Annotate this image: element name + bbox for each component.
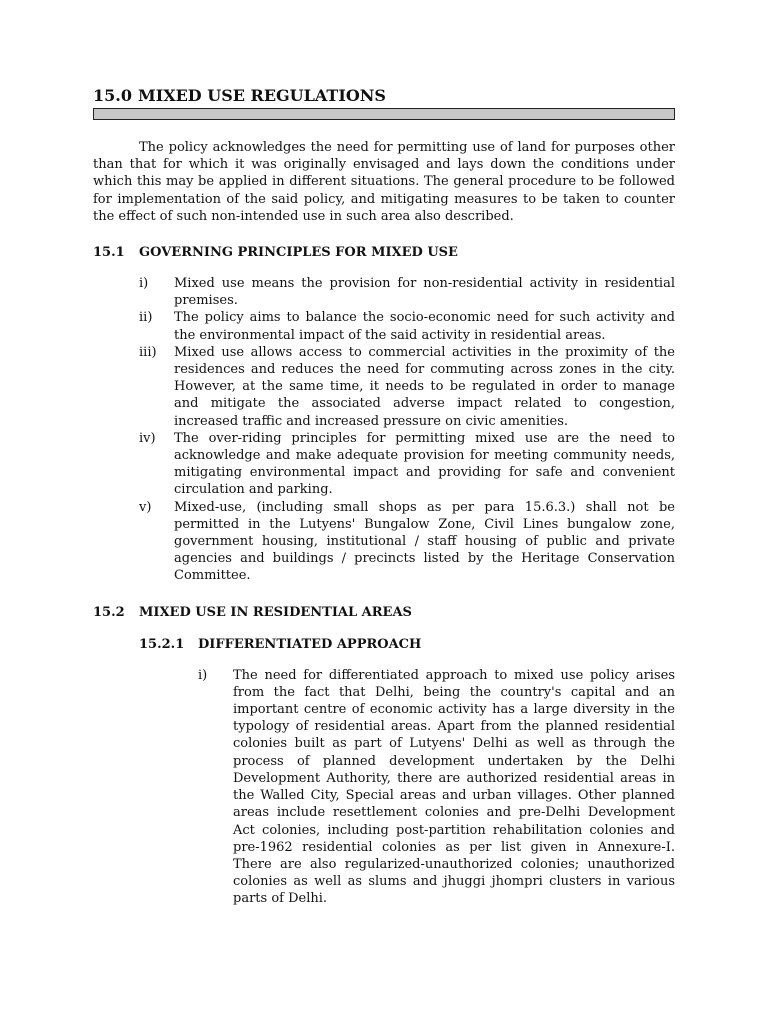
approach-list [93,667,675,908]
subsection-heading-15-2 [93,604,675,621]
list-item [93,430,675,499]
subsection-number: 15.1 [93,245,125,261]
subsection-title: GOVERNING PRINCIPLES FOR MIXED USE [139,245,458,261]
list-item [93,667,675,908]
list-text: Mixed-use, (including small shops as per para 15.6.3.) shall not be permitted in the Lutyens' Bungalow Zone, Civil Lines bungalow zone, government housing, institutional / staff housing of public and private agencies and buildings / precincts listed by the Heritage Conservation Committee. [174,499,675,584]
list-text: The policy aims to balance the socio-economic need for such activity and the environmental impact of the said activity in residential areas. [174,310,675,343]
list-marker: ii) [139,310,153,326]
document-page [93,86,675,908]
subsection-title: DIFFERENTIATED APPROACH [198,636,422,652]
principles-list [93,275,675,585]
list-text: The need for differentiated approach to mixed use policy arises from the fact that Delhi, being the country's capital and an important centre of economic activity has a large diversity in the typology of residential areas. Apart from the planned residential colonies built as part of Lutyens' Delhi as well as through the process of planned development undertaken by the Delhi Development Authority, there are authorized residential areas in the Walled City, Special areas and urban villages. Other planned areas include resettlement colonies and pre-Delhi Development Act colonies, including post-partition rehabilitation colonies and pre-1962 residential colonies as per list given in Annexure-I. There are also regularized-unauthorized colonies; unauthorized colonies as well as slums and jhuggi jhompri clusters in various parts of Delhi. [233,667,675,907]
section-heading [93,86,675,106]
list-text: Mixed use means the provision for non-residential activity in residential premises. [174,276,675,309]
list-marker: iv) [139,430,156,446]
subsection-heading-15-1 [93,244,675,261]
list-marker: v) [139,499,152,515]
list-text: The over-riding principles for permitting mixed use are the need to acknowledge and make adequate provision for meeting community needs, mitigating environmental impact and providing for safe and convenient circulation and parking. [174,430,675,498]
subsection-title: MIXED USE IN RESIDENTIAL AREAS [139,604,412,620]
heading-rule [93,108,675,120]
list-marker: iii) [139,344,157,360]
list-item [93,309,675,343]
subsection-number: 15.2.1 [139,636,185,652]
list-marker: i) [139,276,149,292]
list-marker: i) [198,667,208,683]
list-item [93,344,675,430]
list-item [93,499,675,585]
section-title: MIXED USE REGULATIONS [138,86,386,105]
section-number: 15.0 [93,86,132,105]
list-item [93,275,675,309]
intro-paragraph: The policy acknowledges the need for permitting use of land for purposes other than that for which it was originally envisaged and lays down the conditions under which this may be applied in different situations. The general procedure to be followed for implementation of the said policy, and mitigating measures to be taken to counter the effect of such non-intended use in such area also described. [93,140,675,224]
subsection-heading-15-2-1 [139,636,675,653]
subsection-number: 15.2 [93,604,125,620]
list-text: Mixed use allows access to commercial activities in the proximity of the residences and reduces the need for commuting across zones in the city. However, at the same time, it needs to be regulated in order to manage and mitigate the associated adverse impact related to congestion, increased traffic and increased pressure on civic amenities. [174,344,675,429]
